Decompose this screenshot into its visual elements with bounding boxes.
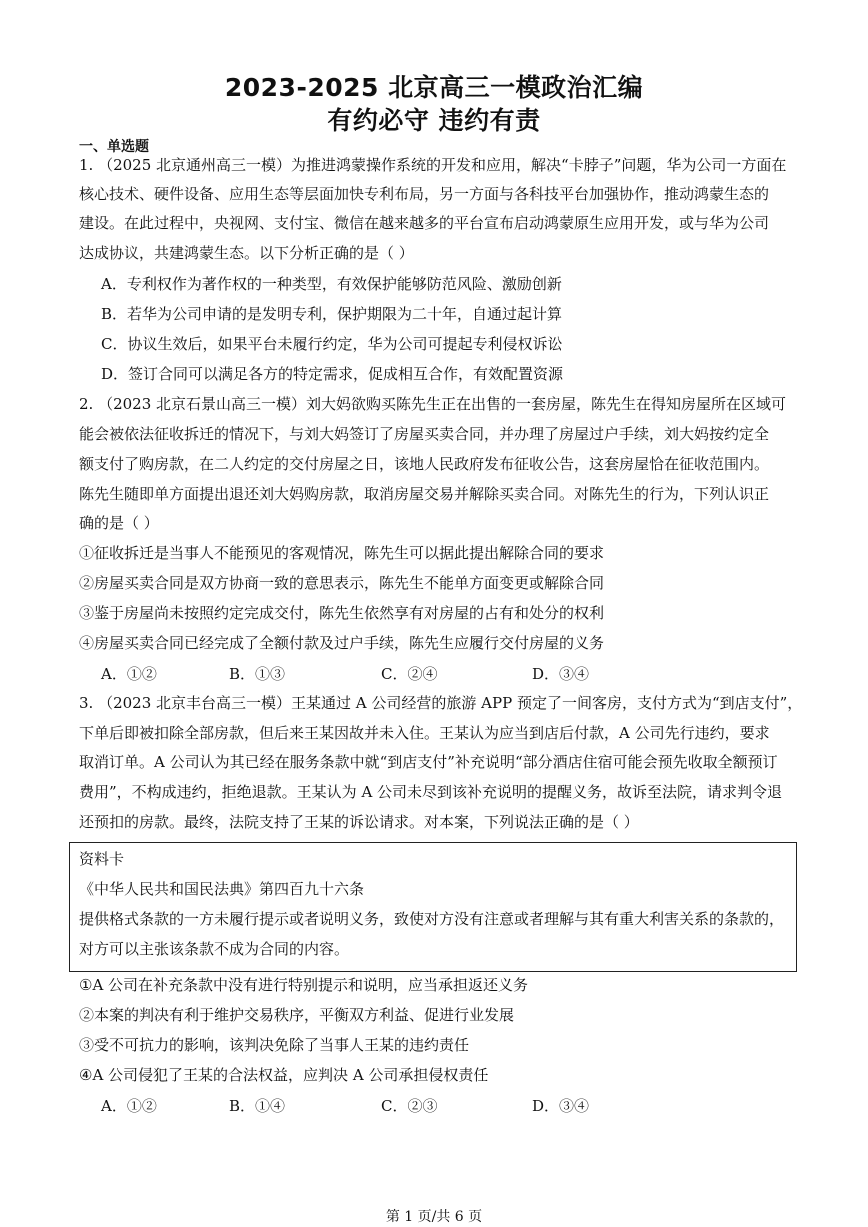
q3-stem-line: 还预扣的房款。最终，法院支持了王某的诉讼请求。对本案，下列说法正确的是（ ）: [79, 813, 639, 831]
q3-stem-line: 取消订单。A 公司认为其已经在服务条款中就“到店支付”补充说明“部分酒店住宿可能会预先收取全额预订: [79, 753, 778, 771]
q2-statement-1: ①征收拆迁是当事人不能预见的客观情况，陈先生可以据此提出解除合同的要求: [79, 544, 605, 562]
q2-statement-4: ④房屋买卖合同已经完成了全额付款及过户手续，陈先生应履行交付房屋的义务: [79, 634, 605, 652]
q2-choice-d: D．③④: [532, 665, 590, 683]
q3-statement-1: ①A 公司在补充条款中没有进行特别提示和说明，应当承担返还义务: [79, 976, 529, 994]
q3-stem-line: 下单后即被扣除全部房款，但后来王某因故并未入住。王某认为应当到店后付款，A 公司先行违约，要求: [79, 724, 770, 742]
q2-choice-c: C．②④: [381, 665, 438, 683]
q3-choice-d: D．③④: [532, 1097, 590, 1115]
q3-choices: [101, 1096, 801, 1116]
q3-statement-4: ④A 公司侵犯了王某的合法权益，应判决 A 公司承担侵权责任: [79, 1066, 489, 1084]
q1-option-c: C．协议生效后，如果平台未履行约定，华为公司可提起专利侵权诉讼: [101, 335, 563, 353]
q1-stem-line: 达成协议，共建鸿蒙生态。以下分析正确的是（ ）: [79, 244, 414, 262]
material-card-label: 资料卡: [79, 850, 125, 868]
q3-choice-b: B．①④: [229, 1097, 286, 1115]
q2-stem-line: 确的是（ ）: [79, 514, 159, 532]
q2-statement-2: ②房屋买卖合同是双方协商一致的意思表示，陈先生不能单方面变更或解除合同: [79, 574, 605, 592]
q1-option-a: A．专利权作为著作权的一种类型，有效保护能够防范风险、激励创新: [101, 275, 562, 293]
q2-stem-line: 能会被依法征收拆迁的情况下，与刘大妈签订了房屋买卖合同，并办理了房屋过户手续，刘大妈按约定全: [79, 425, 770, 443]
document-subtitle: 有约必守 违约有责: [327, 106, 541, 135]
q3-statement-2: ②本案的判决有利于维护交易秩序，平衡双方利益、促进行业发展: [79, 1006, 515, 1024]
q2-choice-b: B．①③: [229, 665, 286, 683]
material-card-line: 对方可以主张该条款不成为合同的内容。: [79, 940, 350, 958]
q1-option-b: B．若华为公司申请的是发明专利，保护期限为二十年，自通过起计算: [101, 305, 563, 323]
material-card-line: 提供格式条款的一方未履行提示或者说明义务，致使对方没有注意或者理解与其有重大利害关系的条款的，: [79, 910, 785, 928]
material-card: [69, 842, 797, 972]
q3-stem-line: 3. （2023 北京丰台高三一模）王某通过 A 公司经营的旅游 APP 预定了一间客房，支付方式为“到店支付”，: [79, 694, 803, 712]
q3-stem-line: 费用”，不构成违约，拒绝退款。王某认为 A 公司未尽到该补充说明的提醒义务，故诉至法院，请求判令退: [79, 783, 783, 801]
q2-stem-line: 额支付了购房款，在二人约定的交付房屋之日，该地人民政府发布征收公告，这套房屋恰在征收范围内。: [79, 455, 770, 473]
q2-statement-3: ③鉴于房屋尚未按照约定完成交付，陈先生依然享有对房屋的占有和处分的权利: [79, 604, 605, 622]
q2-stem-line: 陈先生随即单方面提出退还刘大妈购房款，取消房屋交易并解除买卖合同。对陈先生的行为，下列认识正: [79, 485, 770, 503]
q1-option-d: D．签订合同可以满足各方的特定需求，促成相互合作，有效配置资源: [101, 365, 564, 383]
q1-stem-line: 建设。在此过程中，央视网、支付宝、微信在越来越多的平台宣布启动鸿蒙原生应用开发，或与华为公司: [79, 214, 770, 232]
q1-stem-line: 1. （2025 北京通州高三一模）为推进鸿蒙操作系统的开发和应用，解决“卡脖子”问题，华为公司一方面在: [79, 156, 787, 174]
page-footer: 第 1 页/共 6 页: [385, 1209, 483, 1225]
q2-choices: [101, 664, 801, 684]
document-title: 2023-2025 北京高三一模政治汇编: [224, 73, 644, 102]
q3-statement-3: ③受不可抗力的影响，该判决免除了当事人王某的违约责任: [79, 1036, 470, 1054]
q3-choice-a: A．①②: [101, 1097, 157, 1115]
q1-stem-line: 核心技术、硬件设备、应用生态等层面加快专利布局，另一方面与各科技平台加强协作，推动鸿蒙生态的: [79, 185, 770, 203]
section-heading: 一、单选题: [79, 139, 149, 155]
q2-choice-a: A．①②: [101, 665, 157, 683]
q2-stem-line: 2. （2023 北京石景山高三一模）刘大妈欲购买陈先生正在出售的一套房屋，陈先生在得知房屋所在区域可: [79, 395, 787, 413]
q3-choice-c: C．②③: [381, 1097, 438, 1115]
material-card-line: 《中华人民共和国民法典》第四百九十六条: [79, 880, 365, 898]
